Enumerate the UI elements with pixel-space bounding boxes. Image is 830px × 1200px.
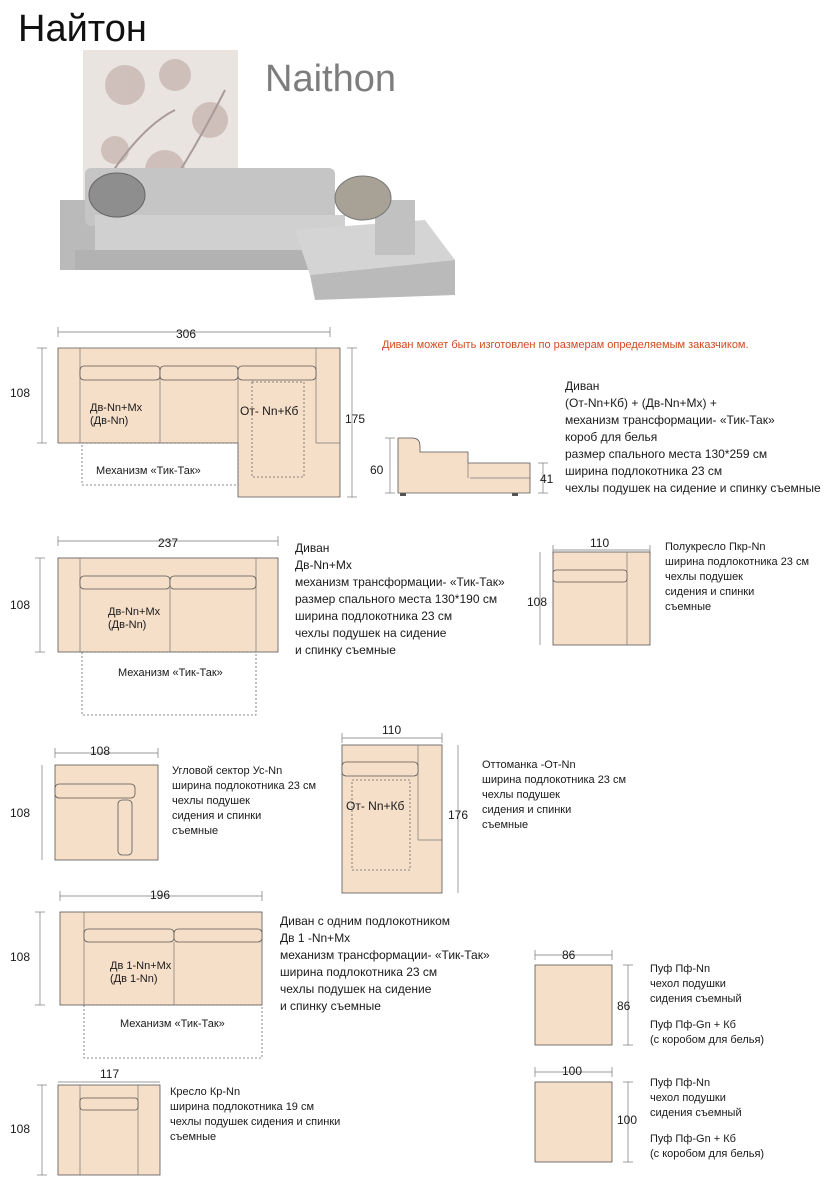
corner-sofa-ottoman-label: От- Nn+Кб bbox=[240, 404, 299, 418]
pouf-100-description: Пуф Пф-Nn чехол подушки сидения съемный bbox=[650, 1077, 742, 1119]
ottoman-plan bbox=[342, 733, 458, 893]
sofa-237-width: 237 bbox=[158, 536, 179, 550]
chair-depth: 108 bbox=[10, 1122, 31, 1136]
sofa-237-depth: 108 bbox=[10, 598, 31, 612]
pouf-100-box-description: Пуф Пф-Gn + Кб (с коробом для белья) bbox=[650, 1133, 765, 1160]
corner-sofa-depth: 108 bbox=[10, 386, 31, 400]
sofa-237-description: Диван Дв-Nn+Мх механизм трансформации- «Тик-Так» размер спального места 130*190 см ширина подлокотника 23 см чехлы подушек на сидение и спинку съемные bbox=[295, 541, 505, 657]
corner-sector-description: Угловой сектор Ус-Nn ширина подлокотника 23 см чехлы подушек сидения и спинки съемные bbox=[172, 765, 317, 837]
ottoman-width: 110 bbox=[382, 723, 402, 737]
pouf-86-box-description: Пуф Пф-Gn + Кб (с коробом для белья) bbox=[650, 1019, 765, 1046]
pouf-86-width: 86 bbox=[562, 948, 576, 962]
pouf-86-depth: 86 bbox=[617, 999, 631, 1013]
corner-sector-plan bbox=[42, 748, 158, 860]
sofa-237-module-label: Дв-Nn+Мх (Дв-Nn) bbox=[108, 606, 161, 631]
half-chair-plan bbox=[540, 545, 650, 645]
sofa-196-description: Диван с одним подлокотником Дв 1 -Nn+Мх механизм трансформации- «Тик-Так» ширина подлокотника 23 см чехлы подушек на сидение и спинку съемные bbox=[280, 914, 490, 1013]
custom-size-note: Диван может быть изготовлен по размерам определяемым заказчиком. bbox=[382, 339, 749, 351]
sofa-196-width: 196 bbox=[150, 888, 171, 902]
sofa-196-module-label: Дв 1-Nn+Мх (Дв 1-Nn) bbox=[110, 960, 172, 985]
sofa-196-depth: 108 bbox=[10, 950, 31, 964]
corner-sofa-description: Диван (От-Nn+Кб) + (Дв-Nn+Мх) + механизм трансформации- «Тик-Так» короб для белья размер спального места 130*259 см ширина подлокотника 23 см чехлы подушек на сидение и спинку съемные bbox=[565, 379, 821, 495]
corner-sofa-module-label: Дв-Nn+Мх (Дв-Nn) bbox=[90, 402, 143, 427]
chair-width: 117 bbox=[100, 1067, 120, 1081]
corner-sector-width: 108 bbox=[90, 744, 111, 758]
corner-sofa-seat-height: 41 bbox=[540, 472, 554, 486]
corner-sofa-height: 60 bbox=[370, 463, 384, 477]
ottoman-description: Оттоманка -От-Nn ширина подлокотника 23 см чехлы подушек сидения и спинки съемные bbox=[482, 759, 627, 831]
sofa-196-mechanism: Механизм «Тик-Так» bbox=[120, 1018, 225, 1030]
page-subtitle: Naithon bbox=[265, 58, 396, 100]
half-chair-depth: 108 bbox=[527, 595, 548, 609]
pouf-86-description: Пуф Пф-Nn чехол подушки сидения съемный bbox=[650, 963, 742, 1005]
corner-sofa-mechanism: Механизм «Тик-Так» bbox=[96, 465, 201, 477]
corner-sector-depth: 108 bbox=[10, 806, 31, 820]
sofa-237-mechanism: Механизм «Тик-Так» bbox=[118, 667, 223, 679]
pouf-100-width: 100 bbox=[562, 1064, 583, 1078]
chair-plan bbox=[37, 1082, 160, 1175]
ottoman-length: 176 bbox=[448, 808, 469, 822]
pouf-86-plan bbox=[535, 950, 633, 1045]
ottoman-module-label: От- Nn+Кб bbox=[346, 799, 405, 813]
half-chair-width: 110 bbox=[590, 536, 610, 550]
half-chair-description: Полукресло Пкр-Nn ширина подлокотника 23 см чехлы подушек сидения и спинки съемные bbox=[665, 541, 810, 613]
corner-sofa-side-view bbox=[385, 438, 548, 496]
corner-sofa-length: 175 bbox=[345, 412, 366, 426]
page-title: Найтон bbox=[18, 8, 147, 50]
chair-description: Кресло Кр-Nn ширина подлокотника 19 см чехлы подушек сидения и спинки съемные bbox=[170, 1086, 341, 1143]
corner-sofa-width: 306 bbox=[176, 327, 197, 341]
pouf-100-depth: 100 bbox=[617, 1113, 638, 1127]
